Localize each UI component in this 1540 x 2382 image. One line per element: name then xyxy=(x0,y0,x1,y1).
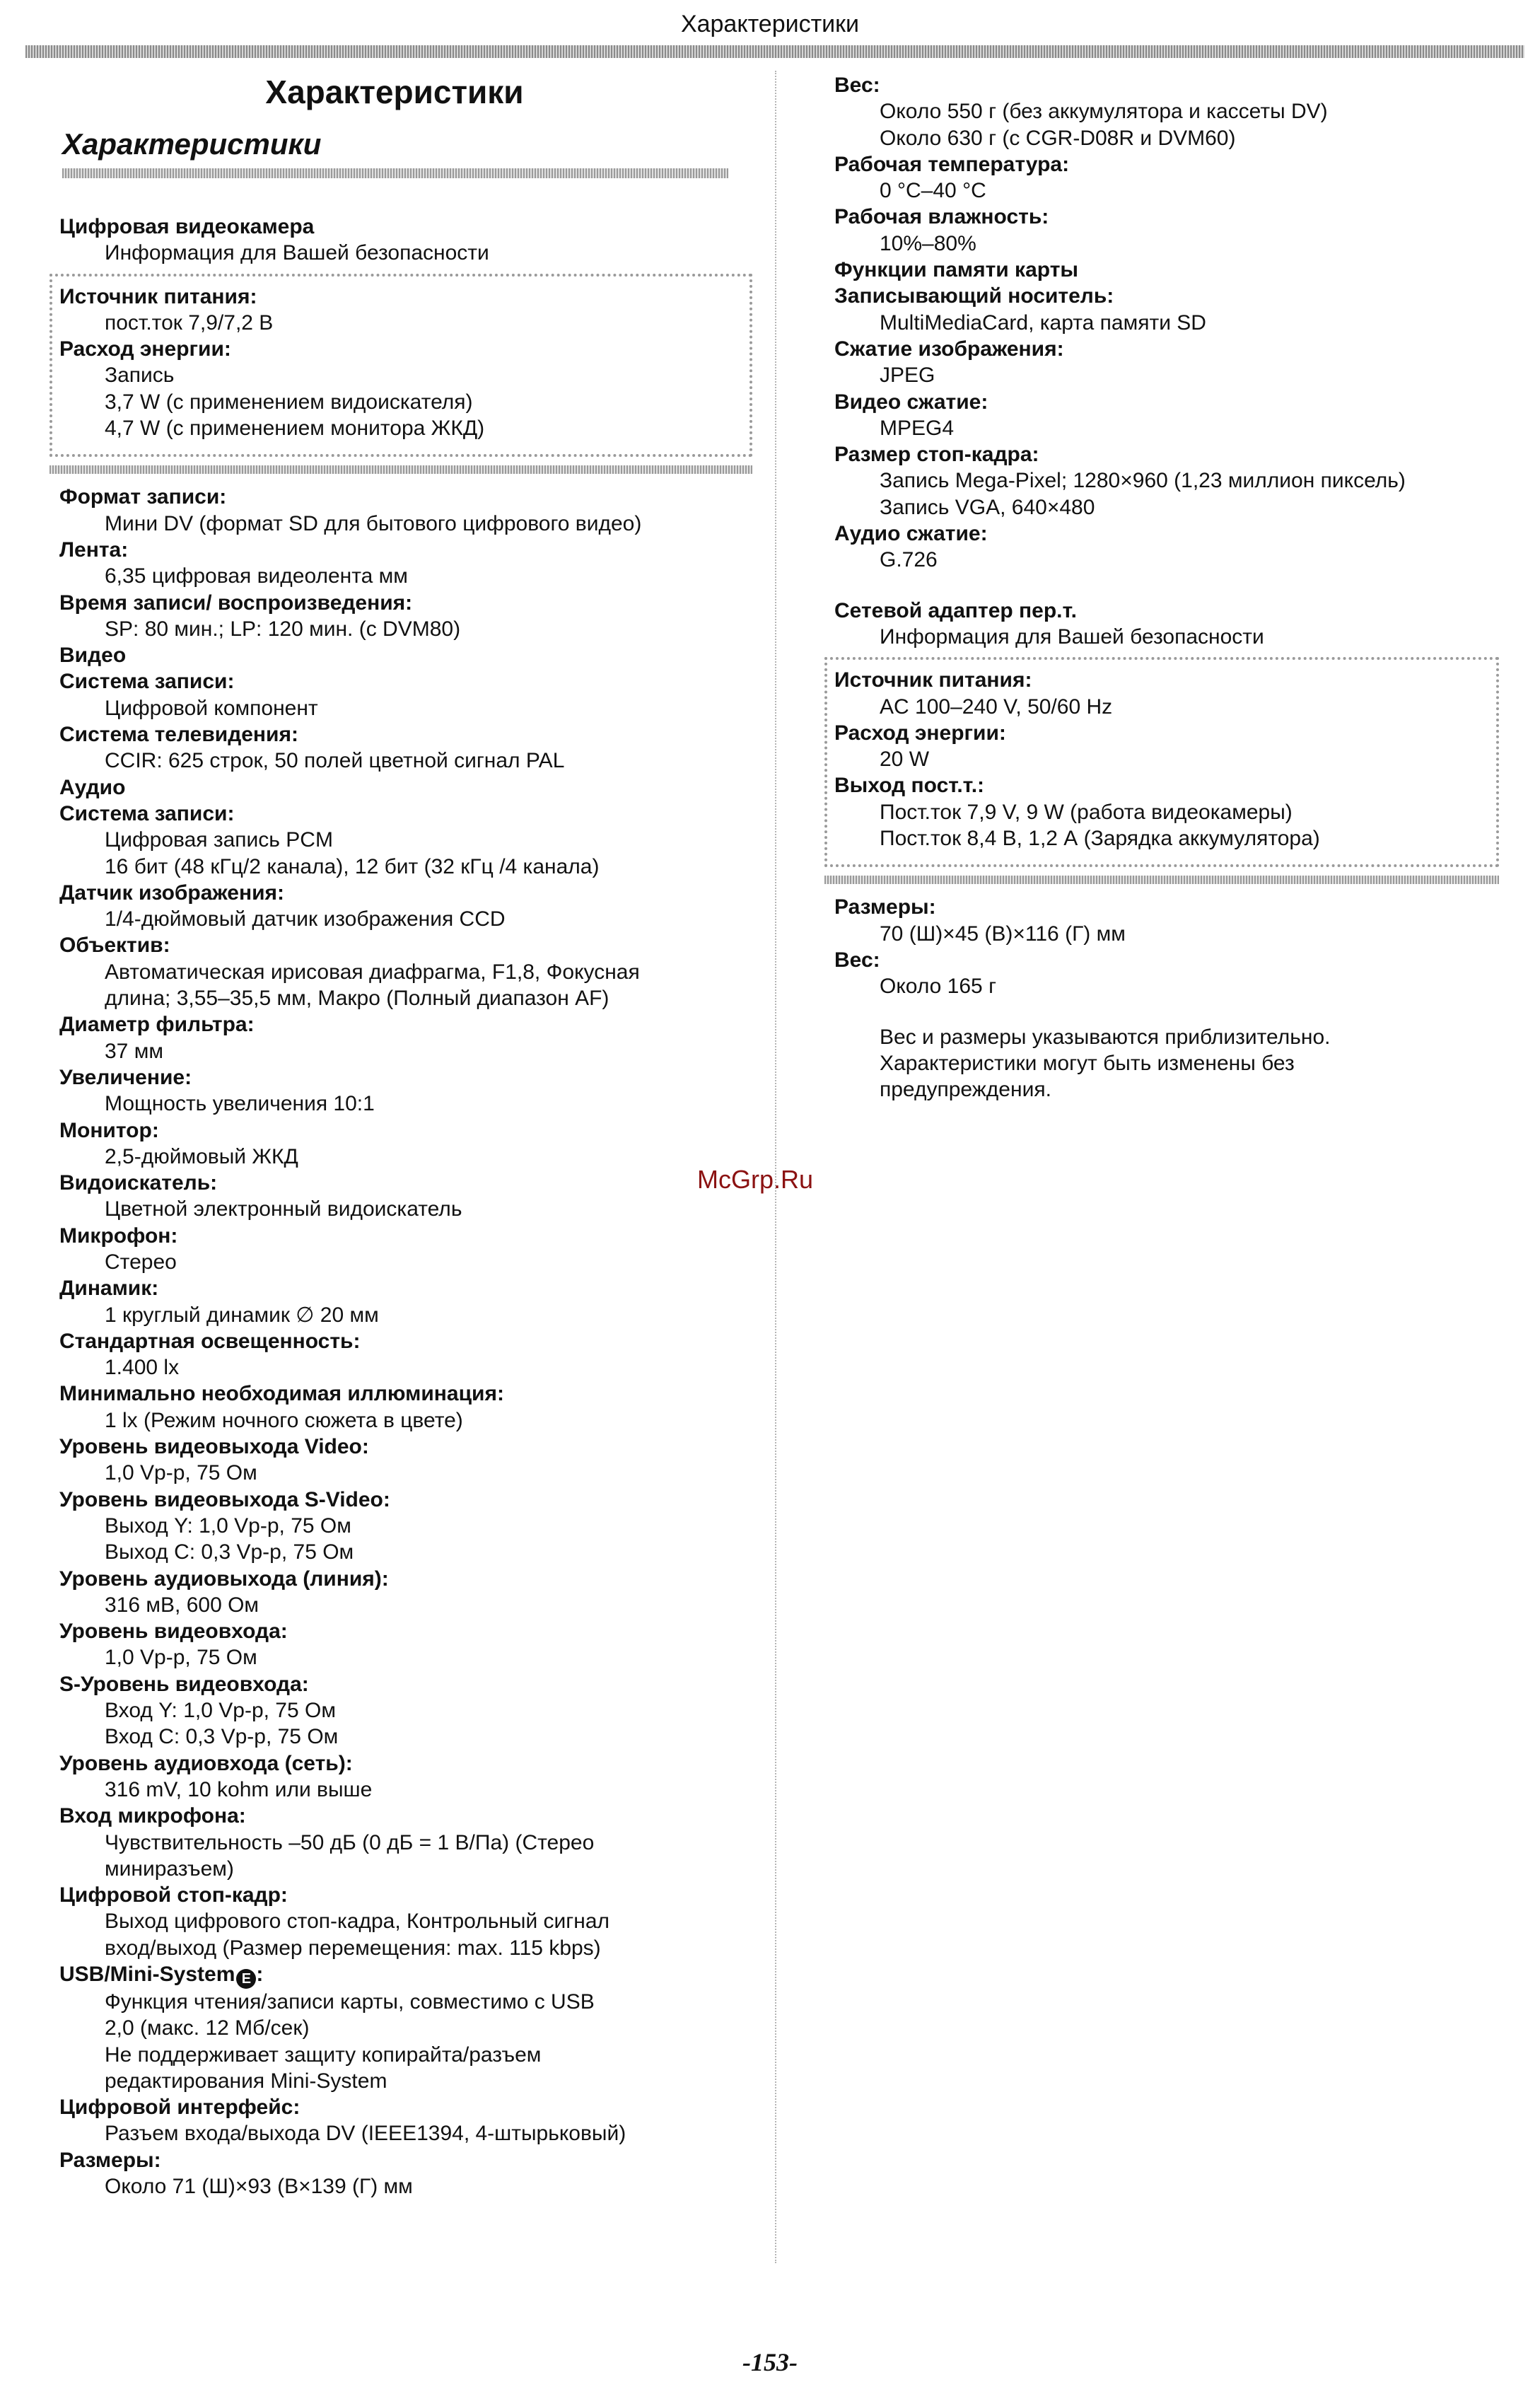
note-text: Вес и размеры указываются приблизительно. xyxy=(880,1025,1331,1049)
spec-label: Записывающий носитель: xyxy=(834,284,1114,308)
spec-value: миниразъем) xyxy=(105,1857,234,1881)
spec-value: Около 550 г (без аккумулятора и кассеты DV) xyxy=(880,100,1328,124)
spec-value: MPEG4 xyxy=(880,416,955,440)
spec-value: 2,0 (макс. 12 Мб/сек) xyxy=(105,2016,310,2040)
spec-value: 4,7 W (с применением монитора ЖКД) xyxy=(105,417,485,441)
spacer xyxy=(834,1000,1499,1024)
spec-value: JPEG xyxy=(880,364,935,388)
spec-value: Выход C: 0,3 Vp-p, 75 Ом xyxy=(105,1540,354,1564)
spec-label: Сжатие изображения: xyxy=(834,337,1064,361)
spec-label: Система записи: xyxy=(59,670,235,694)
spec-label: Размеры: xyxy=(834,895,936,919)
note-text: Характеристики могут быть изменены без xyxy=(880,1051,1295,1075)
spec-value: Автоматическая ирисовая диафрагма, F1,8, Фокусная xyxy=(105,960,640,984)
spec-label: Сетевой адаптер пер.т. xyxy=(834,598,1077,622)
spec-value: 316 mV, 10 kohm или выше xyxy=(105,1777,373,1801)
spec-label: Уровень аудиовыхода (линия): xyxy=(59,1567,389,1591)
spec-value: Информация для Вашей безопасности xyxy=(105,241,489,265)
spec-label: Формат записи: xyxy=(59,485,227,509)
section-title: Характеристики xyxy=(62,127,322,161)
spec-value: CCIR: 625 строк, 50 полей цветной сигнал PAL xyxy=(105,749,565,773)
spec-value: G.726 xyxy=(880,548,938,572)
spec-label: Объектив: xyxy=(59,934,170,958)
spec-label: Аудио сжатие: xyxy=(834,522,988,546)
spec-value: Мощность увеличения 10:1 xyxy=(105,1092,375,1116)
spec-value: MultiMediaCard, карта памяти SD xyxy=(880,310,1206,335)
spec-label: Видео сжатие: xyxy=(834,390,988,414)
circle-e-icon: E xyxy=(236,1969,256,1989)
page-number: -153- xyxy=(742,2348,798,2376)
spec-value: Пост.ток 7,9 V, 9 W (работа видеокамеры) xyxy=(880,800,1293,824)
spec-label: Вес: xyxy=(834,74,880,97)
spec-value: 1/4-дюймовый датчик изображения CCD xyxy=(105,907,506,931)
spec-value: Вход C: 0,3 Vp-p, 75 Ом xyxy=(105,1725,339,1749)
spec-label: Стандартная освещенность: xyxy=(59,1329,361,1353)
spec-label: Расход энергии: xyxy=(834,721,1006,745)
spacer xyxy=(834,574,1499,598)
spec-label: Датчик изображения: xyxy=(59,881,285,905)
spec-label: Видео xyxy=(59,644,127,668)
spec-value: 20 W xyxy=(880,748,930,772)
page-title: Характеристики xyxy=(265,74,524,110)
spec-value: Запись VGA, 640×480 xyxy=(880,495,1095,519)
info-box xyxy=(49,274,752,458)
spec-label: S-Уровень видеовхода: xyxy=(59,1672,309,1696)
spec-label xyxy=(59,1961,752,1989)
spec-value: 3,7 W (с применением видоискателя) xyxy=(105,390,473,414)
section-rule xyxy=(49,465,752,474)
spec-value: 0 °C–40 °C xyxy=(880,179,986,203)
spec-label: Уровень видеовыхода S-Video: xyxy=(59,1487,390,1511)
spec-value: 1 lx (Режим ночного сюжета в цвете) xyxy=(105,1408,463,1432)
spec-value: Разъем входа/выхода DV (IEEE1394, 4-штырьковый) xyxy=(105,2122,626,2146)
spec-value: Около 165 г xyxy=(880,975,997,999)
spec-value: 316 мВ, 600 Ом xyxy=(105,1593,259,1617)
spec-value: Цветной электронный видоискатель xyxy=(105,1197,462,1221)
spec-label: Источник питания: xyxy=(59,284,257,308)
section-rule xyxy=(62,168,728,178)
spec-label: Лента: xyxy=(59,538,129,562)
spec-label: Система записи: xyxy=(59,801,235,825)
spec-label: Монитор: xyxy=(59,1118,159,1142)
spec-label: Цифровая видеокамера xyxy=(59,215,315,238)
spec-value: Стерео xyxy=(105,1250,177,1274)
spec-value: 16 бит (48 кГц/2 канала), 12 бит (32 кГц /4 канала) xyxy=(105,854,600,878)
watermark-text: McGrp.Ru xyxy=(697,1165,814,1194)
spec-value: вход/выход (Размер перемещения: max. 115 kbps) xyxy=(105,1936,601,1960)
spec-label: Аудио xyxy=(59,775,126,799)
spec-value: Около 71 (Ш)×93 (В×139 (Г) мм xyxy=(105,2175,413,2199)
spec-value: Цифровой компонент xyxy=(105,696,318,720)
spec-value: Чувствительность –50 дБ (0 дБ = 1 В/Па) (Стерео xyxy=(105,1830,595,1854)
section-rule xyxy=(824,876,1499,884)
spec-value: Пост.ток 8,4 В, 1,2 А (Зарядка аккумулятора) xyxy=(880,827,1320,851)
spec-value: Выход цифрового стоп-кадра, Контрольный сигнал xyxy=(105,1910,610,1934)
spec-value: Не поддерживает защиту копирайта/разъем xyxy=(105,2043,542,2067)
spec-value: 37 мм xyxy=(105,1039,163,1063)
spec-value: Вход Y: 1,0 Vp-p, 75 Ом xyxy=(105,1699,336,1723)
spec-value: пост.ток 7,9/7,2 В xyxy=(105,310,274,335)
spec-label: Размеры: xyxy=(59,2148,161,2172)
top-rule xyxy=(25,45,1524,58)
spec-label: Динамик: xyxy=(59,1277,159,1301)
spec-label: Рабочая температура: xyxy=(834,152,1070,176)
spec-value: 10%–80% xyxy=(880,231,976,255)
spec-label: Вход микрофона: xyxy=(59,1804,246,1828)
spec-value: 1.400 lx xyxy=(105,1356,180,1380)
spec-value: SP: 80 мин.; LP: 120 мин. (с DVM80) xyxy=(105,617,461,641)
spec-value: Функция чтения/записи карты, совместимо с USB xyxy=(105,1990,595,2014)
spec-label: Функции памяти карты xyxy=(834,258,1078,282)
spec-value: редактирования Mini-System xyxy=(105,2069,387,2093)
spec-value: Около 630 г (с CGR-D08R и DVM60) xyxy=(880,126,1236,150)
spec-label: Выход пост.т.: xyxy=(834,774,985,798)
spec-label: Диаметр фильтра: xyxy=(59,1013,255,1037)
running-header: Характеристики xyxy=(680,11,860,37)
spec-label: Видоискатель: xyxy=(59,1171,218,1195)
spec-value: Запись Mega-Pixel; 1280×960 (1,23 миллион пиксель) xyxy=(880,469,1406,493)
spec-label: Увеличение: xyxy=(59,1065,192,1089)
spec-value: AC 100–240 V, 50/60 Hz xyxy=(880,695,1113,719)
spec-label: Цифровой стоп-кадр: xyxy=(59,1883,288,1907)
spec-label-colon: : xyxy=(256,1963,264,1986)
spec-label: Размер стоп-кадра: xyxy=(834,443,1039,467)
spec-label: Уровень видеовыхода Video: xyxy=(59,1435,369,1459)
spec-label: Расход энергии: xyxy=(59,337,231,361)
spec-label: Минимально необходимая иллюминация: xyxy=(59,1382,504,1406)
spec-label: Уровень видеовхода: xyxy=(59,1620,288,1644)
spec-value: 2,5-дюймовый ЖКД xyxy=(105,1144,298,1168)
spec-value: Выход Y: 1,0 Vp-p, 75 Ом xyxy=(105,1514,351,1538)
spec-label: Рабочая влажность: xyxy=(834,205,1049,229)
spec-value: 70 (Ш)×45 (В)×116 (Г) мм xyxy=(880,922,1126,946)
spec-value: 6,35 цифровая видеолента мм xyxy=(105,564,408,588)
spec-value: 1,0 Vp-p, 75 Ом xyxy=(105,1461,257,1485)
spec-value: Цифровая запись PCM xyxy=(105,828,333,852)
spec-value: 1,0 Vp-p, 75 Ом xyxy=(105,1646,257,1670)
info-box xyxy=(824,657,1499,867)
spec-label: Система телевидения: xyxy=(59,723,298,747)
spec-label: Уровень аудиовхода (сеть): xyxy=(59,1751,353,1775)
spec-value: Запись xyxy=(105,364,175,388)
spec-label: Микрофон: xyxy=(59,1224,178,1248)
spec-value: длина; 3,55–35,5 мм, Макро (Полный диапазон AF) xyxy=(105,987,609,1011)
spec-value: Мини DV (формат SD для бытового цифрового видео) xyxy=(105,511,642,535)
spec-label: Источник питания: xyxy=(834,668,1032,692)
spec-label: Цифровой интерфейс: xyxy=(59,2096,301,2120)
left-column xyxy=(59,214,752,2200)
spec-label-text: USB/Mini-System xyxy=(59,1963,235,1986)
spec-label: Вес: xyxy=(834,948,880,972)
note-text: предупреждения. xyxy=(880,1078,1051,1102)
spec-value: 1 круглый динамик ∅ 20 мм xyxy=(105,1303,379,1327)
spec-value: Информация для Вашей безопасности xyxy=(880,624,1264,649)
spec-label: Время записи/ воспроизведения: xyxy=(59,591,413,615)
right-column xyxy=(834,72,1499,1103)
